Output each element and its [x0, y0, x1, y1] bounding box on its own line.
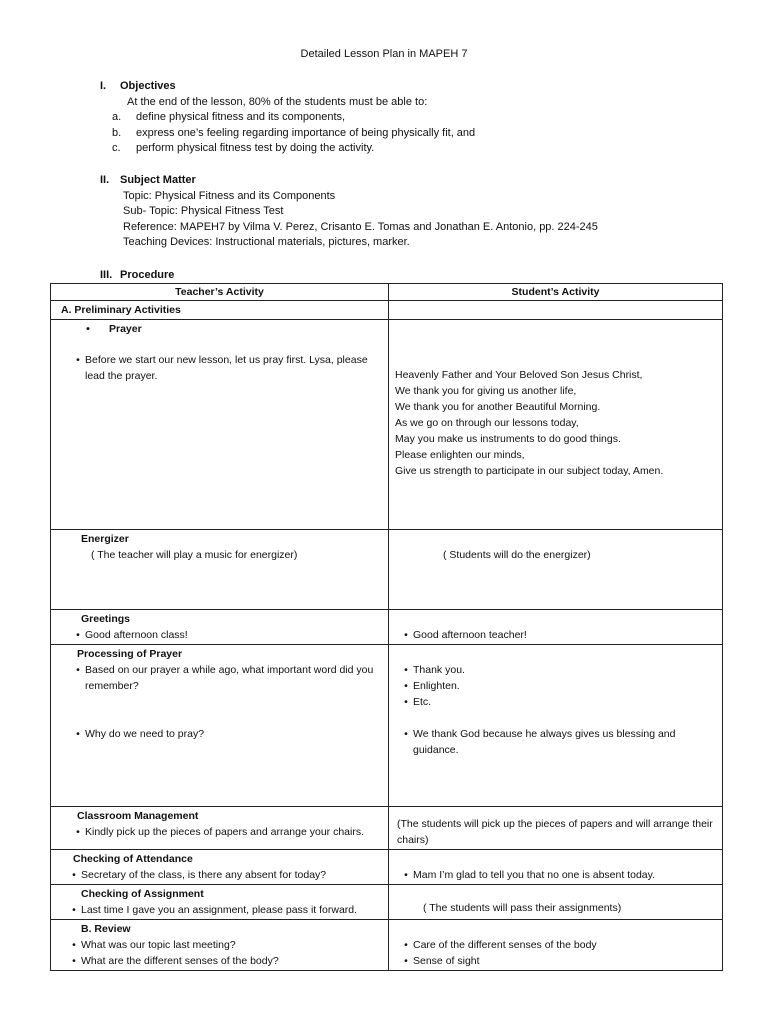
procedure-table: [50, 283, 723, 971]
energizer-label: Energizer: [81, 533, 129, 545]
subject-subtopic: Sub- Topic: Physical Fitness Test: [123, 205, 284, 217]
objectives-intro: At the end of the lesson, 80% of the students must be able to:: [127, 95, 428, 108]
prayer-line: We thank you for giving us another life,: [395, 385, 577, 397]
bullet: •: [72, 869, 76, 881]
answer-text: Etc.: [413, 696, 432, 708]
prayer-teacher-text: Before we start our new lesson, let us pray first. Lysa, please lead the prayer.: [85, 354, 368, 382]
preliminary-activities-label: A. Preliminary Activities: [51, 301, 389, 320]
review-student-text: Sense of sight: [413, 955, 480, 967]
subject-reference: Reference: MAPEH7 by Vilma V. Perez, Crisanto E. Tomas and Jonathan E. Antonio, pp. 224-245: [123, 220, 598, 233]
objective-letter: b.: [112, 126, 122, 139]
subject-topic: Topic: Physical Fitness and its Components: [123, 189, 336, 202]
energizer-student-text: ( Students will do the energizer): [443, 549, 591, 561]
table-row: [51, 301, 723, 320]
bullet: •: [404, 696, 408, 708]
student-cell: [389, 645, 723, 807]
table-row-assignment: [51, 885, 723, 920]
document-title: Detailed Lesson Plan in MAPEH 7: [300, 48, 468, 60]
bullet: •: [76, 826, 80, 838]
objective-item: [100, 110, 475, 126]
list-item: [57, 662, 382, 694]
teacher-cell: [51, 610, 389, 645]
bullet: •: [76, 629, 80, 641]
bullet: •: [404, 664, 408, 676]
list-item: [395, 953, 716, 969]
processing-label: Processing of Prayer: [77, 648, 183, 660]
student-cell: [389, 920, 723, 971]
prayer-label-text: Prayer: [109, 323, 142, 335]
assignment-student-text: ( The students will pass their assignments): [423, 902, 622, 914]
bullet: •: [404, 869, 408, 881]
procedure-heading: [100, 268, 174, 284]
table-row-attendance: [51, 850, 723, 885]
bullet: •: [76, 728, 80, 740]
review-teacher-text: What are the different senses of the body?: [81, 955, 279, 967]
objectives-section: [100, 79, 475, 157]
bullet: •: [72, 904, 76, 916]
processing-question-1: Based on our prayer a while ago, what important word did you remember?: [85, 664, 374, 692]
greetings-teacher-text: Good afternoon class!: [85, 629, 188, 641]
review-student-text: Care of the different senses of the body: [413, 939, 597, 951]
teacher-cell: [51, 885, 389, 920]
list-item: [395, 694, 716, 710]
student-cell: [389, 530, 723, 610]
objectives-heading: [100, 79, 475, 95]
attendance-teacher-text: Secretary of the class, is there any absent for today?: [81, 869, 327, 881]
answer-text: Enlighten.: [413, 680, 460, 692]
list-item: [395, 627, 716, 643]
student-cell: [389, 807, 723, 850]
attendance-label: Checking of Attendance: [73, 853, 193, 865]
list-item: [395, 867, 716, 883]
table-header-row: [51, 284, 723, 301]
section-title: Subject Matter: [120, 174, 196, 186]
greetings-label: Greetings: [81, 613, 131, 625]
classroom-label: Classroom Management: [77, 810, 199, 822]
list-item: [57, 953, 382, 969]
list-item: [57, 937, 382, 953]
teacher-cell: [51, 920, 389, 971]
bullet: •: [86, 323, 90, 335]
prayer-line: May you make us instruments to do good things.: [395, 433, 621, 445]
bullet: •: [404, 680, 408, 692]
subject-matter-section: [100, 173, 598, 251]
empty-cell: [389, 301, 723, 320]
assignment-teacher-text: Last time I gave you an assignment, please pass it forward.: [81, 904, 358, 916]
bullet: •: [76, 664, 80, 676]
bullet: •: [404, 728, 408, 740]
energizer-teacher-text: ( The teacher will play a music for energizer): [91, 549, 298, 561]
list-item: [57, 824, 382, 840]
objective-item: [100, 141, 475, 157]
table-row-review: [51, 920, 723, 971]
subject-matter-heading: [100, 173, 598, 189]
section-number: III.: [100, 269, 113, 281]
table-row-prayer: [51, 320, 723, 530]
section-number: I.: [100, 80, 107, 92]
answer-text: We thank God because he always gives us blessing and guidance.: [413, 728, 676, 756]
section-title: Objectives: [120, 80, 176, 92]
section-title: Procedure: [120, 269, 175, 281]
list-item: [395, 937, 716, 953]
teacher-cell: [51, 530, 389, 610]
student-cell: [389, 320, 723, 530]
list-item: [57, 902, 382, 918]
teacher-cell: [51, 645, 389, 807]
list-item: [57, 352, 382, 384]
subject-teaching-devices: Teaching Devices: Instructional materials, pictures, marker.: [123, 236, 410, 248]
bullet: •: [72, 955, 76, 967]
table-row-classroom: [51, 807, 723, 850]
table-row-energizer: [51, 530, 723, 610]
table-row-processing: [51, 645, 723, 807]
objective-text: express one’s feeling regarding importance of being physically fit, and: [136, 126, 476, 139]
objective-item: [100, 126, 475, 142]
teacher-activity-header: Teacher’s Activity: [51, 284, 389, 301]
prayer-label: [57, 321, 382, 337]
list-item: [57, 627, 382, 643]
teacher-cell: [51, 807, 389, 850]
student-cell: [389, 885, 723, 920]
student-cell: [389, 850, 723, 885]
assignment-label: Checking of Assignment: [81, 888, 204, 900]
prayer-line: We thank you for another Beautiful Morning.: [395, 401, 601, 413]
list-item: [57, 867, 382, 883]
list-item: [395, 678, 716, 694]
processing-question-2: Why do we need to pray?: [85, 728, 205, 740]
bullet: •: [76, 354, 80, 366]
section-number: II.: [100, 174, 110, 186]
teacher-cell: [51, 320, 389, 530]
teacher-cell: [51, 850, 389, 885]
answer-text: Thank you.: [413, 664, 465, 676]
prayer-line: Heavenly Father and Your Beloved Son Jesus Christ,: [395, 369, 643, 381]
prayer-line: Please enlighten our minds,: [395, 449, 525, 461]
objective-letter: c.: [112, 142, 121, 154]
table-row-greetings: [51, 610, 723, 645]
student-activity-header: Student’s Activity: [389, 284, 723, 301]
bullet: •: [72, 939, 76, 951]
bullet: •: [404, 955, 408, 967]
list-item: [395, 662, 716, 678]
list-item: [57, 726, 382, 742]
bullet: •: [404, 629, 408, 641]
review-label: B. Review: [81, 923, 131, 935]
classroom-teacher-text: Kindly pick up the pieces of papers and arrange your chairs.: [85, 826, 364, 838]
bullet: •: [404, 939, 408, 951]
list-item: [395, 726, 716, 758]
prayer-line: As we go on through our lessons today,: [395, 417, 579, 429]
objective-text: perform physical fitness test by doing the activity.: [136, 142, 375, 154]
prayer-line: Give us strength to participate in our subject today, Amen.: [395, 465, 664, 477]
objective-text: define physical fitness and its components,: [136, 111, 346, 123]
classroom-student-text: (The students will pick up the pieces of papers and will arrange their chairs): [397, 818, 713, 846]
attendance-student-text: Mam I’m glad to tell you that no one is absent today.: [413, 869, 656, 881]
review-teacher-text: What was our topic last meeting?: [81, 939, 236, 951]
student-cell: [389, 610, 723, 645]
objective-letter: a.: [112, 111, 122, 123]
procedure-section: [100, 268, 174, 284]
greetings-student-text: Good afternoon teacher!: [413, 629, 527, 641]
